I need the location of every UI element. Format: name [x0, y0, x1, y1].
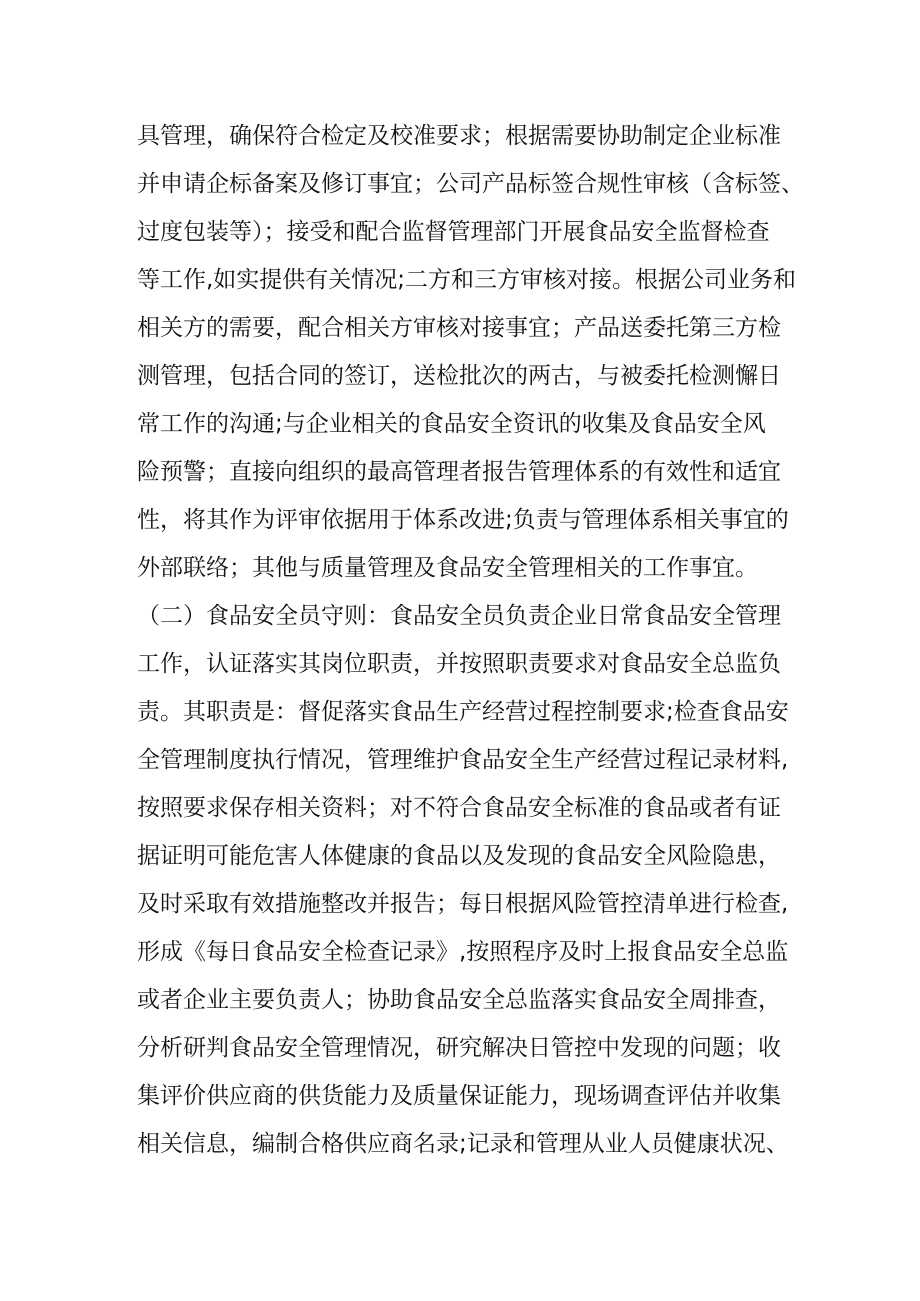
text-line: 按照要求保存相关资料；对不符合食品安全标准的食品或者有证 [137, 795, 781, 821]
text-line: 相关方的需要，配合相关方审核对接事宜；产品送委托第三方检 [137, 315, 781, 341]
text-line: 外部联络；其他与质量管理及食品安全管理相关的工作事宜。 [137, 555, 758, 581]
text-line: 形成《每日食品安全检查记录》,按照程序及时上报食品安全总监 [137, 939, 789, 965]
text-line: 工作，认证落实其岗位职责，并按照职责要求对食品安全总监负 [137, 651, 781, 677]
text-line: 相关信息，编制合格供应商名录;记录和管理从业人员健康状况、 [137, 1131, 789, 1157]
text-line: 集评价供应商的供货能力及质量保证能力，现场调查评估并收集 [137, 1083, 781, 1109]
text-line: 全管理制度执行情况，管理维护食品安全生产经营过程记录材料, [137, 747, 789, 773]
text-line: 常工作的沟通;与企业相关的食品安全资讯的收集及食品安全风 [137, 411, 766, 437]
text-line: （二）食品安全员守则：食品安全员负责企业日常食品安全管理 [137, 603, 781, 629]
text-line: 性，将其作为评审依据用于体系改进;负责与管理体系相关事宜的 [137, 507, 789, 533]
text-line: 及时采取有效措施整改并报告；每日根据风险管控清单进行检查, [137, 891, 789, 917]
text-line: 或者企业主要负责人；协助食品安全总监落实食品安全周排查， [137, 987, 781, 1013]
text-line: 分析研判食品安全管理情况，研究解决日管控中发现的问题；收 [137, 1035, 781, 1061]
text-line: 等工作,如实提供有关情况;二方和三方审核对接。根据公司业务和 [137, 267, 797, 293]
text-line: 具管理，确保符合检定及校准要求；根据需要协助制定企业标准 [137, 123, 781, 149]
text-line: 据证明可能危害人体健康的食品以及发现的食品安全风险隐患， [137, 843, 781, 869]
text-line: 并申请企标备案及修订事宜；公司产品标签合规性审核（含标签、 [137, 171, 804, 197]
body-text [137, 112, 804, 1168]
text-line: 测管理，包括合同的签订，送检批次的两古，与被委托检测懈日 [137, 363, 781, 389]
text-line: 责。其职责是：督促落实食品生产经营过程控制要求;检查食品安 [137, 699, 789, 725]
text-line: 过度包装等）；接受和配合监督管理部门开展食品安全监督检查 [137, 219, 770, 245]
text-line: 险预警；直接向组织的最高管理者报告管理体系的有效性和适宜 [137, 459, 781, 485]
